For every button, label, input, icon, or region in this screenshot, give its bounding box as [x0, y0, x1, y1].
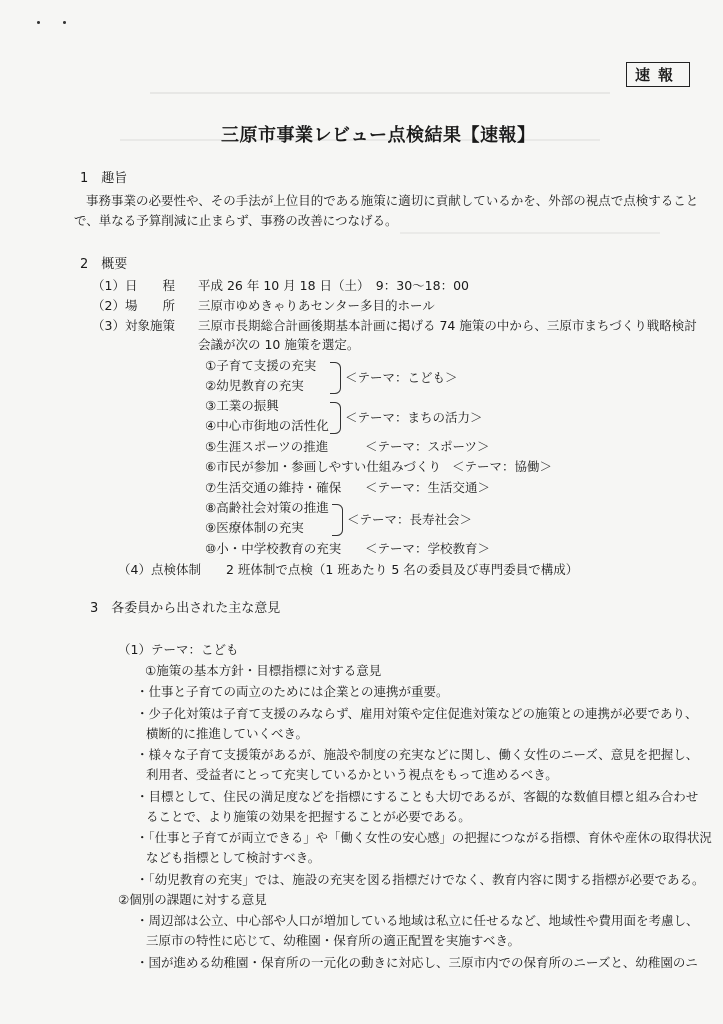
subsection-heading: ②個別の課題に対する意見 [118, 892, 267, 907]
target-value: 会議が次の 10 施策を選定。 [198, 337, 360, 352]
opinion-line: ・目標として、住民の満足度などを指標にすることも大切であるが、客観的な数値目標と組み合わせ [136, 789, 699, 804]
theme-label: ＜テーマ：生活交通＞ [365, 480, 491, 495]
opinion-line: ・「幼児教育の充実」では、施設の充実を図る指標だけでなく、教育内容に関する指標が必要である。 [136, 872, 705, 887]
opinion-line: ・仕事と子育ての両立のためには企業との連携が重要。 [136, 684, 449, 699]
theme-label: ＜テーマ：こども＞ [345, 370, 458, 385]
theme-label: ＜テーマ：まちの活力＞ [345, 410, 483, 425]
policy-item: ⑥市民が参加・参画しやすい仕組みづくり [205, 459, 441, 474]
policy-item: ⑩小・中学校教育の充実 [205, 541, 342, 556]
theme-label: ＜テーマ：協働＞ [452, 459, 553, 474]
system-label: （4）点検体制 [118, 562, 201, 577]
place-value: 三原市ゆめきゃりあセンター多目的ホール [198, 298, 435, 313]
opinion-line: ・「仕事と子育てが両立できる」や「働く女性の安心感」の把握につながる指標、育休や産休の取得状況 [136, 830, 712, 845]
scan-dot [37, 21, 40, 24]
opinion-line: 利用者、受益者にとって充実しているかという視点をもって進めるべき。 [146, 767, 558, 782]
brace-icon [330, 402, 341, 434]
system-value: 2 班体制で点検（1 班あたり 5 名の委員及び専門委員で構成） [226, 562, 579, 577]
theme-label: ＜テーマ：スポーツ＞ [365, 439, 490, 454]
place-label: （2）場 所 [92, 298, 175, 313]
opinion-line: ることで、より施策の効果を把握することが必要である。 [146, 809, 471, 824]
policy-item: ②幼児教育の充実 [205, 378, 304, 393]
section-1-body-line: で、単なる予算削減に止まらず、事務の改善につなげる。 [74, 213, 398, 228]
opinion-line: ・少子化対策は子育て支援のみならず、雇用対策や定住促進対策などの施策との連携が必要であり、 [136, 706, 698, 721]
target-value: 三原市長期総合計画後期基本計画に掲げる 74 施策の中から、三原市まちづくり戦略検討 [198, 318, 697, 333]
brace-icon [330, 362, 341, 394]
opinion-line: ・国が進める幼稚園・保育所の一元化の動きに対応し、三原市内での保育所のニーズと、幼稚園のニ [136, 955, 698, 970]
brace-icon [332, 504, 343, 536]
date-label: （1）日 程 [92, 278, 175, 293]
policy-item: ③工業の振興 [205, 398, 279, 413]
theme-label: ＜テーマ：長寿社会＞ [347, 512, 473, 527]
section-2-heading: 2 概要 [80, 257, 128, 272]
opinion-line: なども指標として検討すべき。 [146, 850, 321, 865]
opinion-line: 三原市の特性に応じて、幼稚園・保育所の適正配置を実施すべき。 [146, 933, 521, 948]
theme-label: ＜テーマ：学校教育＞ [365, 541, 491, 556]
bleed-through [400, 232, 660, 234]
date-value: 平成 26 年 10 月 18 日（土） 9：30〜18：00 [198, 278, 469, 293]
scan-dot [63, 21, 66, 24]
section-1-body-line: 事務事業の必要性や、その手法が上位目的である施策に適切に貢献しているかを、外部の視点で点検すること [86, 193, 699, 208]
opinion-line: ・様々な子育て支援策があるが、施設や制度の充実などに関し、働く女性のニーズ、意見を把握し、 [136, 747, 699, 762]
policy-item: ⑧高齢社会対策の推進 [205, 500, 329, 515]
section-3-heading: 3 各委員から出された主な意見 [90, 601, 281, 616]
target-label: （3）対象施策 [92, 318, 175, 333]
bleed-through [150, 92, 610, 94]
opinion-line: 横断的に推進していくべき。 [146, 726, 309, 741]
opinion-line: ・周辺部は公立、中心部や人口が増加している地域は私立に任せるなど、地域性や費用面を考慮し、 [136, 913, 699, 928]
policy-item: ⑤生涯スポーツの推進 [205, 439, 329, 454]
policy-item: ⑨医療体制の充実 [205, 520, 304, 535]
stamp-sokuho: 速報 [626, 62, 690, 87]
section-1-heading: 1 趣旨 [80, 171, 128, 186]
policy-item: ⑦生活交通の維持・確保 [205, 480, 342, 495]
policy-item: ④中心市街地の活性化 [205, 418, 329, 433]
subsection-heading: ①施策の基本方針・目標指標に対する意見 [145, 663, 382, 678]
subsection-theme: （1）テーマ：こども [118, 642, 239, 657]
policy-item: ①子育て支援の充実 [205, 358, 317, 373]
page-title: 三原市事業レビュー点検結果【速報】 [221, 125, 536, 146]
